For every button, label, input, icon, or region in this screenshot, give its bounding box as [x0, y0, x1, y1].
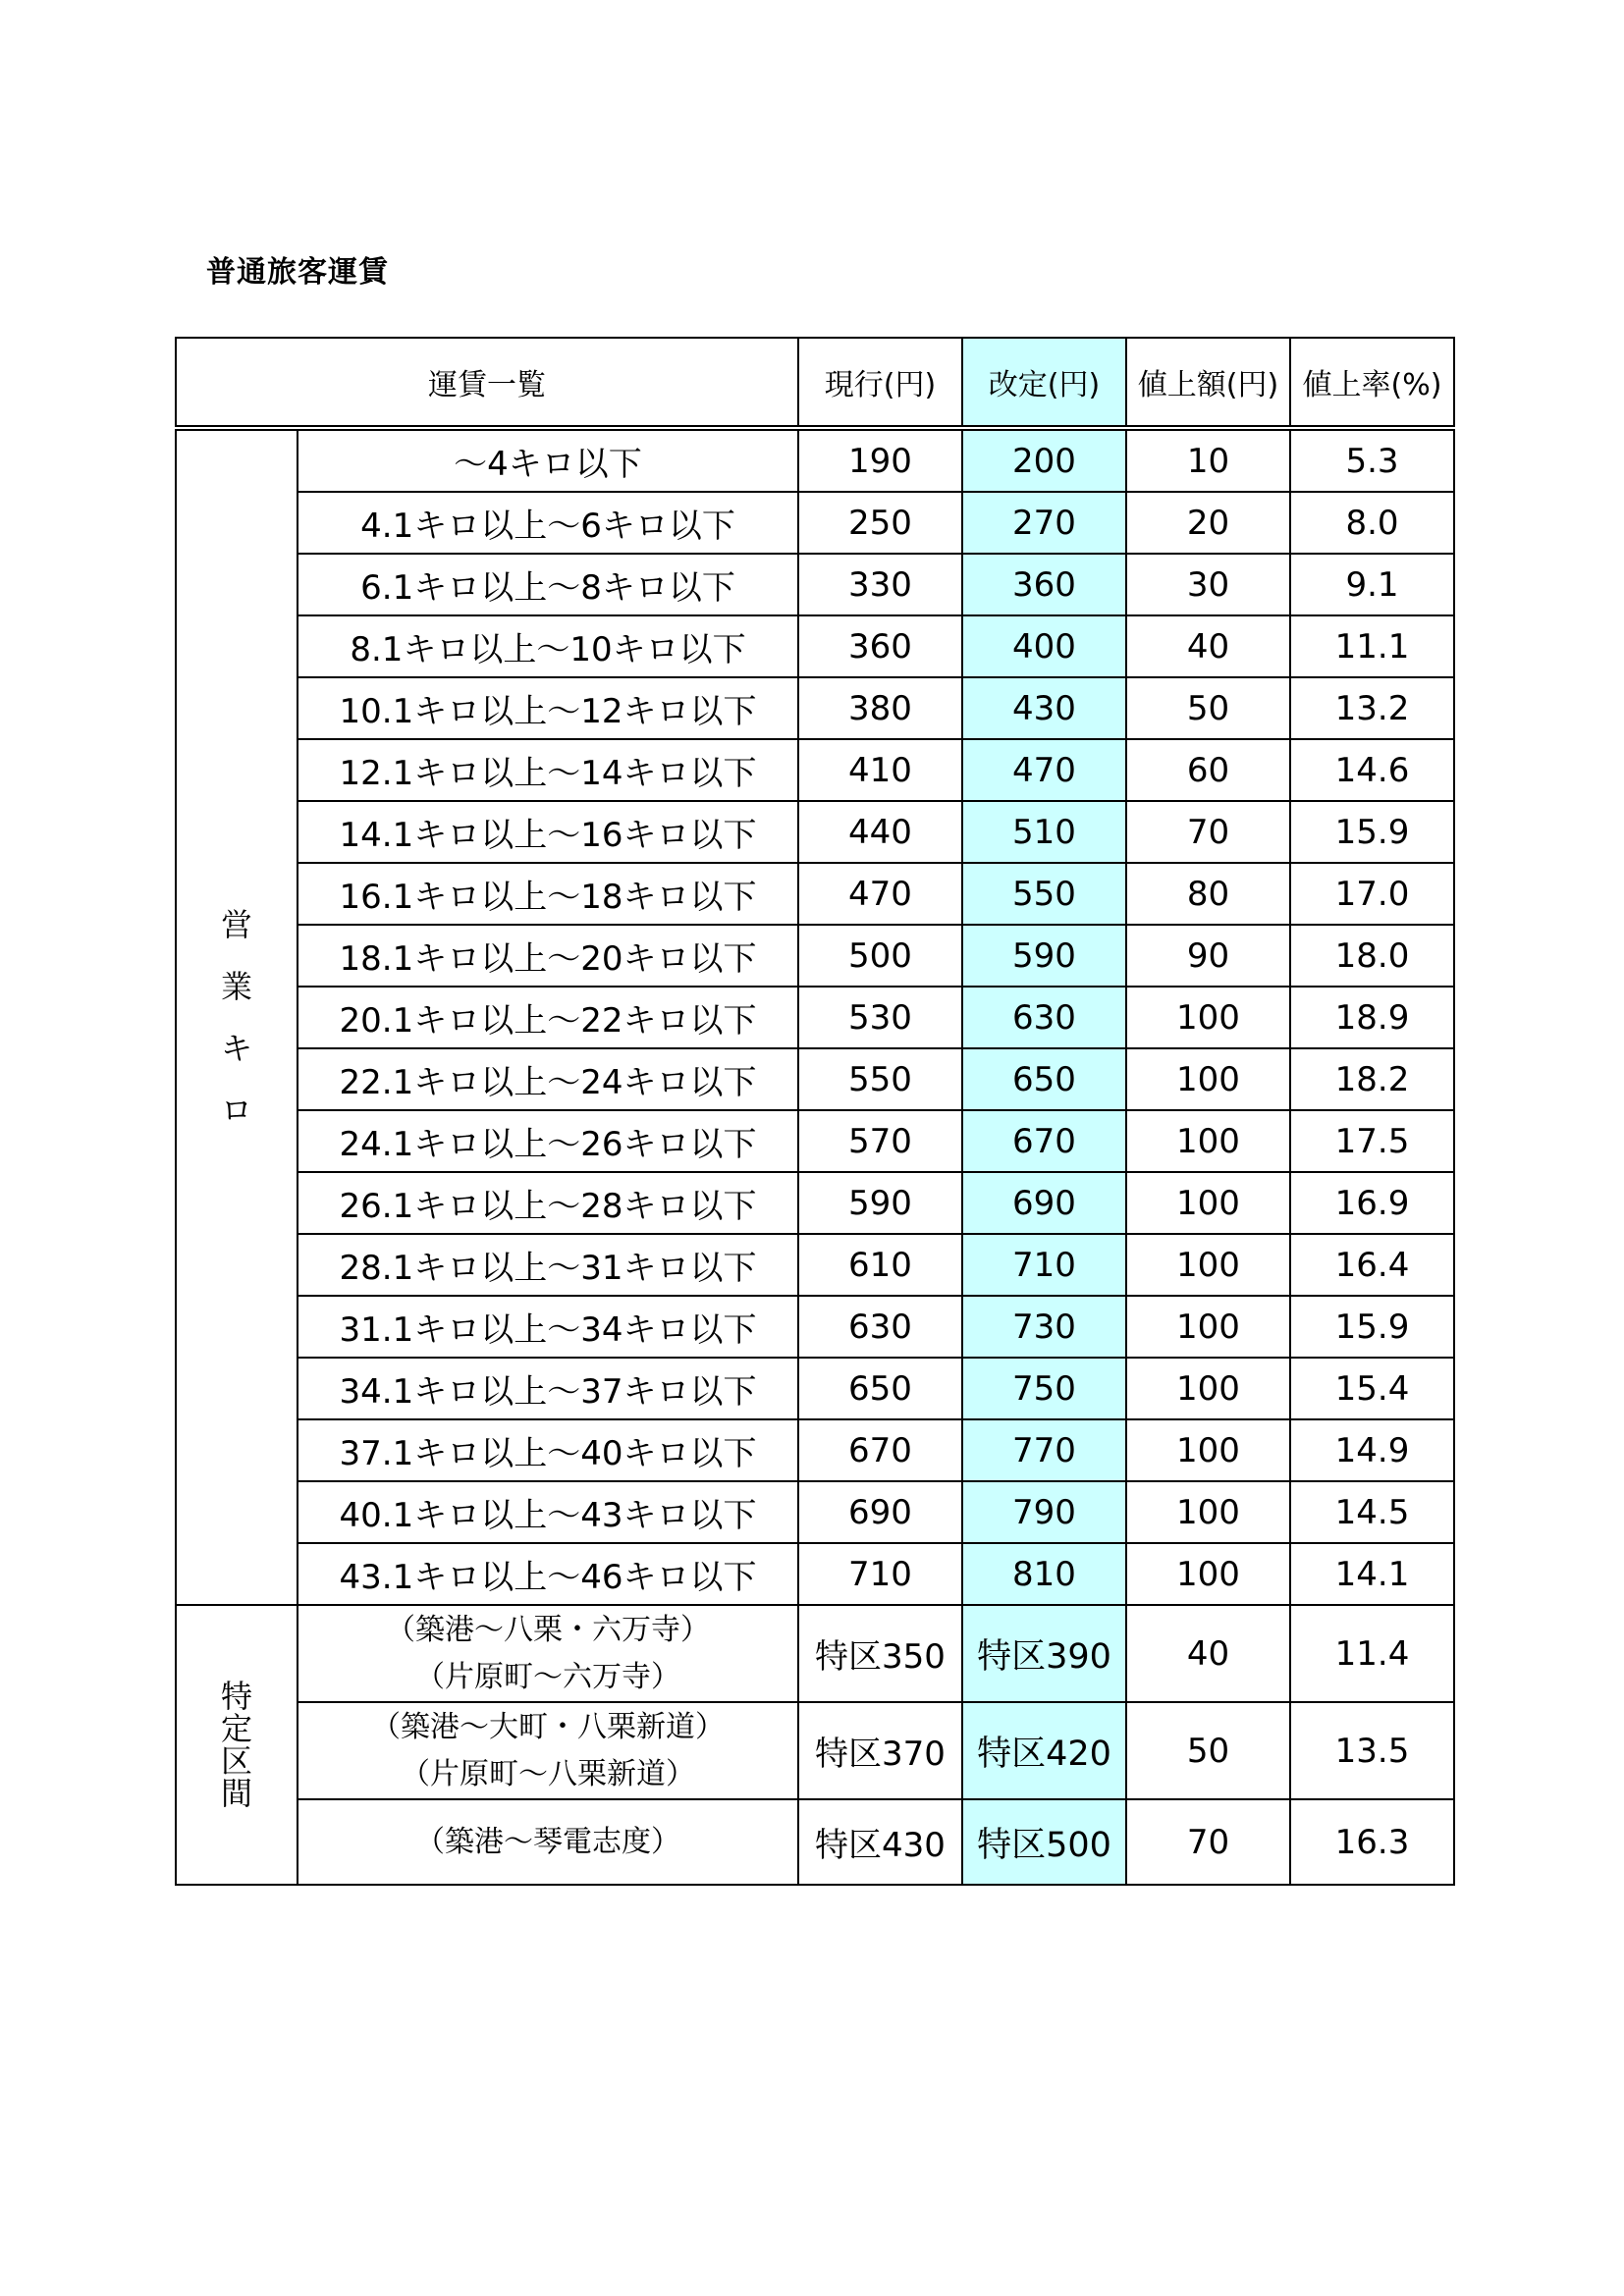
- range-cell: 20.1キロ以上～22キロ以下: [298, 987, 798, 1048]
- increase-amount: 70: [1126, 1799, 1290, 1885]
- range-cell: 6.1キロ以上～8キロ以下: [298, 554, 798, 615]
- revised-fare: 630: [962, 987, 1126, 1048]
- increase-rate: 18.0: [1290, 925, 1454, 987]
- increase-amount: 50: [1126, 677, 1290, 739]
- special-section: [298, 1702, 798, 1799]
- current-fare: 590: [798, 1172, 962, 1234]
- table-header-row: [176, 338, 1454, 428]
- current-fare: 特区350: [798, 1605, 962, 1702]
- increase-amount: 100: [1126, 1481, 1290, 1543]
- km-group-char: キ: [220, 1030, 252, 1067]
- current-fare: 650: [798, 1358, 962, 1419]
- special-row: [176, 1799, 1454, 1885]
- increase-rate: 15.4: [1290, 1358, 1454, 1419]
- increase-amount: 50: [1126, 1702, 1290, 1799]
- revised-fare: 670: [962, 1110, 1126, 1172]
- increase-amount: 60: [1126, 739, 1290, 801]
- special-section-line: （築港～琴電志度）: [415, 1824, 680, 1859]
- table-row: [176, 1358, 1454, 1419]
- increase-amount: 40: [1126, 1605, 1290, 1702]
- revised-fare: 730: [962, 1296, 1126, 1358]
- increase-amount: 70: [1126, 801, 1290, 863]
- increase-rate: 11.4: [1290, 1605, 1454, 1702]
- increase-rate: 14.5: [1290, 1481, 1454, 1543]
- increase-amount: 80: [1126, 863, 1290, 925]
- table-row: [176, 1048, 1454, 1110]
- special-row: [176, 1702, 1454, 1799]
- special-section-line: （築港～八栗・六万寺）: [386, 1612, 710, 1647]
- increase-rate: 15.9: [1290, 1296, 1454, 1358]
- increase-amount: 100: [1126, 1172, 1290, 1234]
- range-cell: 22.1キロ以上～24キロ以下: [298, 1048, 798, 1110]
- current-fare: 630: [798, 1296, 962, 1358]
- revised-fare: 400: [962, 615, 1126, 677]
- special-section: [298, 1605, 798, 1702]
- special-section-line: （片原町～八栗新道）: [401, 1756, 695, 1791]
- revised-fare: 360: [962, 554, 1126, 615]
- revised-fare: 特区390: [962, 1605, 1126, 1702]
- increase-rate: 18.2: [1290, 1048, 1454, 1110]
- current-fare: 380: [798, 677, 962, 739]
- special-row: [176, 1605, 1454, 1702]
- header-increase-amount: 値上額(円): [1126, 338, 1290, 428]
- increase-rate: 17.5: [1290, 1110, 1454, 1172]
- current-fare: 特区430: [798, 1799, 962, 1885]
- increase-rate: 16.9: [1290, 1172, 1454, 1234]
- table-row: [176, 1419, 1454, 1481]
- range-cell: 10.1キロ以上～12キロ以下: [298, 677, 798, 739]
- current-fare: 190: [798, 428, 962, 492]
- table-row: [176, 1172, 1454, 1234]
- revised-fare: 750: [962, 1358, 1126, 1419]
- range-cell: 26.1キロ以上～28キロ以下: [298, 1172, 798, 1234]
- table-row: [176, 428, 1454, 492]
- increase-amount: 90: [1126, 925, 1290, 987]
- current-fare: 690: [798, 1481, 962, 1543]
- increase-amount: 100: [1126, 1234, 1290, 1296]
- table-row: [176, 1296, 1454, 1358]
- increase-rate: 8.0: [1290, 492, 1454, 554]
- increase-rate: 13.5: [1290, 1702, 1454, 1799]
- page-title: 普通旅客運賃: [206, 255, 389, 290]
- table-row: [176, 1481, 1454, 1543]
- special-group-char: 定: [220, 1710, 252, 1747]
- range-cell: 31.1キロ以上～34キロ以下: [298, 1296, 798, 1358]
- special-group-char: 区: [220, 1742, 252, 1780]
- revised-fare: 770: [962, 1419, 1126, 1481]
- increase-rate: 13.2: [1290, 677, 1454, 739]
- special-group-char: 特: [220, 1678, 252, 1715]
- increase-amount: 100: [1126, 1048, 1290, 1110]
- special-section-line: （築港～大町・八栗新道）: [371, 1709, 725, 1744]
- increase-amount: 100: [1126, 1358, 1290, 1419]
- range-cell: 16.1キロ以上～18キロ以下: [298, 863, 798, 925]
- revised-fare: 790: [962, 1481, 1126, 1543]
- special-group-label: [176, 1605, 298, 1885]
- current-fare: 440: [798, 801, 962, 863]
- range-cell: 40.1キロ以上～43キロ以下: [298, 1481, 798, 1543]
- header-current: 現行(円): [798, 338, 962, 428]
- table-row: [176, 554, 1454, 615]
- current-fare: 530: [798, 987, 962, 1048]
- increase-rate: 17.0: [1290, 863, 1454, 925]
- increase-rate: 18.9: [1290, 987, 1454, 1048]
- increase-rate: 15.9: [1290, 801, 1454, 863]
- special-section-line: （片原町～六万寺）: [415, 1659, 680, 1694]
- revised-fare: 810: [962, 1543, 1126, 1605]
- fare-table: [175, 337, 1455, 1886]
- table-row: [176, 615, 1454, 677]
- increase-rate: 16.4: [1290, 1234, 1454, 1296]
- revised-fare: 510: [962, 801, 1126, 863]
- revised-fare: 550: [962, 863, 1126, 925]
- increase-amount: 10: [1126, 428, 1290, 492]
- km-group-char: 営: [220, 906, 252, 943]
- revised-fare: 430: [962, 677, 1126, 739]
- range-cell: 18.1キロ以上～20キロ以下: [298, 925, 798, 987]
- range-cell: 8.1キロ以上～10キロ以下: [298, 615, 798, 677]
- increase-amount: 100: [1126, 987, 1290, 1048]
- increase-amount: 100: [1126, 1543, 1290, 1605]
- special-section: [298, 1799, 798, 1885]
- table-row: [176, 925, 1454, 987]
- increase-rate: 9.1: [1290, 554, 1454, 615]
- increase-amount: 20: [1126, 492, 1290, 554]
- current-fare: 330: [798, 554, 962, 615]
- range-cell: ～4キロ以下: [298, 428, 798, 492]
- range-cell: 28.1キロ以上～31キロ以下: [298, 1234, 798, 1296]
- km-group-label: [176, 428, 298, 1605]
- header-revised: 改定(円): [962, 338, 1126, 428]
- increase-rate: 16.3: [1290, 1799, 1454, 1885]
- table-row: [176, 739, 1454, 801]
- range-cell: 12.1キロ以上～14キロ以下: [298, 739, 798, 801]
- km-group-char: 業: [220, 968, 252, 1005]
- range-cell: 34.1キロ以上～37キロ以下: [298, 1358, 798, 1419]
- range-cell: 37.1キロ以上～40キロ以下: [298, 1419, 798, 1481]
- table-row: [176, 677, 1454, 739]
- revised-fare: 690: [962, 1172, 1126, 1234]
- increase-rate: 5.3: [1290, 428, 1454, 492]
- current-fare: 550: [798, 1048, 962, 1110]
- increase-rate: 14.1: [1290, 1543, 1454, 1605]
- increase-amount: 100: [1126, 1110, 1290, 1172]
- current-fare: 500: [798, 925, 962, 987]
- current-fare: 250: [798, 492, 962, 554]
- increase-amount: 100: [1126, 1419, 1290, 1481]
- current-fare: 610: [798, 1234, 962, 1296]
- revised-fare: 特区500: [962, 1799, 1126, 1885]
- header-fare-list: 運賃一覧: [176, 338, 798, 428]
- range-cell: 14.1キロ以上～16キロ以下: [298, 801, 798, 863]
- range-cell: 43.1キロ以上～46キロ以下: [298, 1543, 798, 1605]
- table-row: [176, 1543, 1454, 1605]
- revised-fare: 650: [962, 1048, 1126, 1110]
- revised-fare: 590: [962, 925, 1126, 987]
- table-row: [176, 1110, 1454, 1172]
- increase-rate: 11.1: [1290, 615, 1454, 677]
- increase-amount: 40: [1126, 615, 1290, 677]
- range-cell: 24.1キロ以上～26キロ以下: [298, 1110, 798, 1172]
- current-fare: 特区370: [798, 1702, 962, 1799]
- table-row: [176, 863, 1454, 925]
- current-fare: 570: [798, 1110, 962, 1172]
- revised-fare: 470: [962, 739, 1126, 801]
- increase-amount: 100: [1126, 1296, 1290, 1358]
- header-increase-rate: 値上率(%): [1290, 338, 1454, 428]
- current-fare: 670: [798, 1419, 962, 1481]
- table-row: [176, 801, 1454, 863]
- table-row: [176, 987, 1454, 1048]
- special-group-char: 間: [220, 1775, 252, 1812]
- revised-fare: 270: [962, 492, 1126, 554]
- current-fare: 360: [798, 615, 962, 677]
- current-fare: 470: [798, 863, 962, 925]
- increase-rate: 14.9: [1290, 1419, 1454, 1481]
- revised-fare: 特区420: [962, 1702, 1126, 1799]
- revised-fare: 200: [962, 428, 1126, 492]
- km-group-char: ロ: [220, 1092, 252, 1129]
- revised-fare: 710: [962, 1234, 1126, 1296]
- table-row: [176, 492, 1454, 554]
- range-cell: 4.1キロ以上～6キロ以下: [298, 492, 798, 554]
- increase-amount: 30: [1126, 554, 1290, 615]
- table-row: [176, 1234, 1454, 1296]
- current-fare: 710: [798, 1543, 962, 1605]
- current-fare: 410: [798, 739, 962, 801]
- increase-rate: 14.6: [1290, 739, 1454, 801]
